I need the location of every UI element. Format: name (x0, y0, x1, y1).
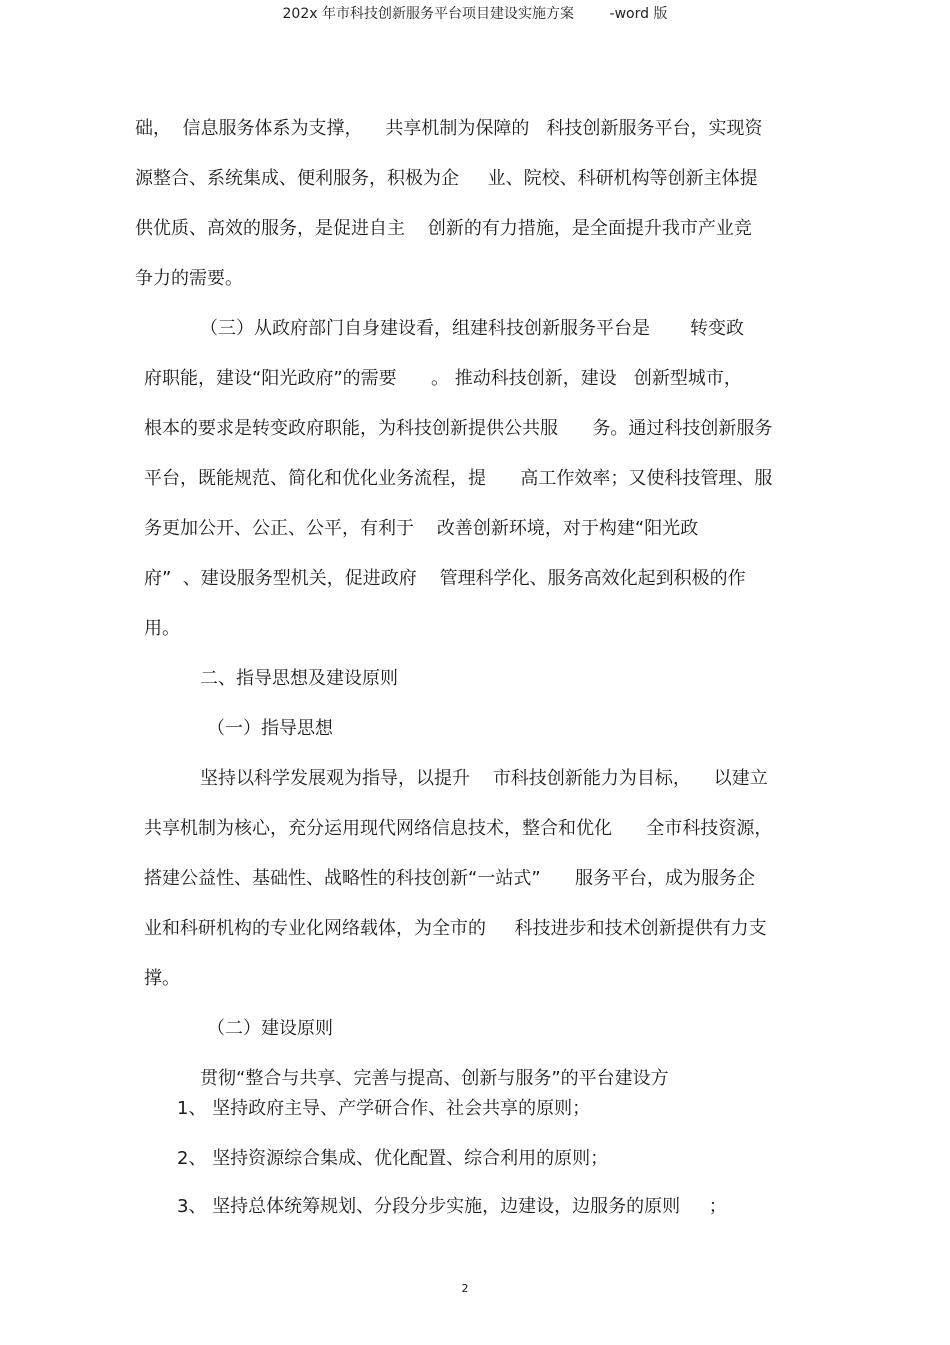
page-number: 2 (461, 1282, 469, 1295)
body-line: 府” 、建设服务型机关，促进政府 管理科学化、服务高效化起到积极的作 (144, 568, 746, 589)
body-line: 源整合、系统集成、便利服务，积极为企 业、院校、科研机构等创新主体提 (135, 168, 758, 189)
list-item: 3、 坚持总体统筹规划、分段分步实施，边建设，边服务的原则 ； (177, 1196, 727, 1217)
body-line: （三）从政府部门自身建设看，组建科技创新服务平台是 转变政 (200, 318, 745, 339)
body-line: 用。 (144, 618, 180, 639)
page-header: 202x 年市科技创新服务平台项目建设实施方案 -word 版 (282, 6, 668, 22)
body-line: 搭建公益性、基础性、战略性的科技创新“一站式” 服务平台，成为服务企 (144, 868, 755, 889)
body-line: 平台，既能规范、简化和优化业务流程，提 高工作效率；又使科技管理、服 (144, 468, 773, 489)
body-line: 业和科研机构的专业化网络载体，为全市的 科技进步和技术创新提供有力支 (144, 918, 767, 939)
body-line: 撑。 (144, 968, 180, 989)
subsection-heading: （一）指导思想 (207, 718, 333, 739)
body-line: 务更加公开、公正、公平，有利于 改善创新环境，对于构建“阳光政 (144, 518, 699, 539)
body-line: 供优质、高效的服务，是促进自主 创新的有力措施，是全面提升我市产业竞 (135, 218, 752, 239)
body-line: 础， 信息服务体系为支撑， 共享机制为保障的 科技创新服务平台，实现资 (135, 118, 763, 139)
section-heading: 二、指导思想及建设原则 (200, 668, 398, 689)
list-item: 1、 坚持政府主导、产学研合作、社会共享的原则； (177, 1098, 591, 1119)
body-line: 争力的需要。 (135, 268, 243, 289)
body-line: 府职能，建设“阳光政府”的需要 。 推动科技创新，建设 创新型城市， (144, 368, 742, 389)
body-line: 贯彻“整合与共享、完善与提高、创新与服务”的平台建设方 (200, 1068, 669, 1089)
body-line: 共享机制为核心，充分运用现代网络信息技术，整合和优化 全市科技资源， (144, 818, 773, 839)
subsection-heading: （二）建设原则 (207, 1018, 333, 1039)
list-item: 2、 坚持资源综合集成、优化配置、综合利用的原则； (177, 1148, 609, 1169)
body-line: 根本的要求是转变政府职能，为科技创新提供公共服 务。通过科技创新服务 (144, 418, 773, 439)
body-line: 坚持以科学发展观为指导，以提升 市科技创新能力为目标， 以建立 (200, 768, 768, 789)
